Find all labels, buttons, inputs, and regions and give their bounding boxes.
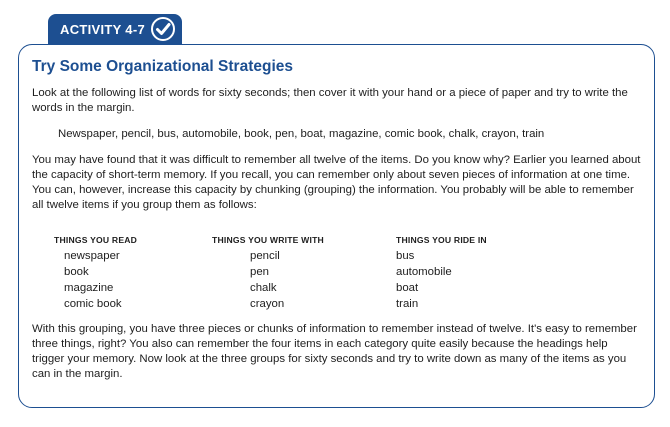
group-item: automobile [396, 266, 452, 278]
group-item: book [64, 266, 89, 278]
group-column-write [212, 235, 324, 312]
explanation-paragraph: You may have found that it was difficult to remember all twelve of the items. Do you know why? Earlier you learned about the capacity of short-term memory. If you recall, you can remember only about seven pieces of information at one time. You can, however, increase this capacity by chunking (grouping) the information. You probably will be able to remember all twelve items if you group them as follows: [32, 154, 641, 211]
activity-label: ACTIVITY 4-7 [60, 21, 145, 37]
activity-title: Try Some Organizational Strategies [32, 58, 293, 75]
group-item: pencil [250, 250, 280, 262]
group-heading: THINGS YOU WRITE WITH [212, 235, 324, 245]
group-heading: THINGS YOU READ [54, 235, 138, 245]
group-item: chalk [250, 282, 277, 294]
group-item: train [396, 298, 419, 310]
group-item: boat [396, 282, 419, 294]
group-item: pen [250, 266, 270, 278]
group-column-ride [396, 235, 487, 312]
activity-tab [48, 14, 182, 44]
group-item: bus [396, 250, 415, 262]
group-column-read [54, 235, 137, 312]
group-heading: THINGS YOU RIDE IN [396, 235, 487, 245]
group-item: comic book [64, 298, 122, 310]
intro-paragraph: Look at the following list of words for sixty seconds; then cover it with your hand or a piece of paper and try to write the words in the margin. [32, 87, 628, 114]
group-item: magazine [64, 282, 114, 294]
word-list: Newspaper, pencil, bus, automobile, book, pen, boat, magazine, comic book, chalk, crayon, train [58, 128, 545, 140]
group-item: newspaper [64, 250, 120, 262]
group-item: crayon [250, 298, 285, 310]
check-circle-icon [150, 16, 176, 42]
conclusion-paragraph: With this grouping, you have three pieces or chunks of information to remember instead of twelve. It's easy to remember three things, right? You also can remember the four items in each category quite easily because the headings help trigger your memory. Now look at the three groups for sixty seconds and try to write down as many of the items as you can in the margin. [32, 323, 637, 380]
